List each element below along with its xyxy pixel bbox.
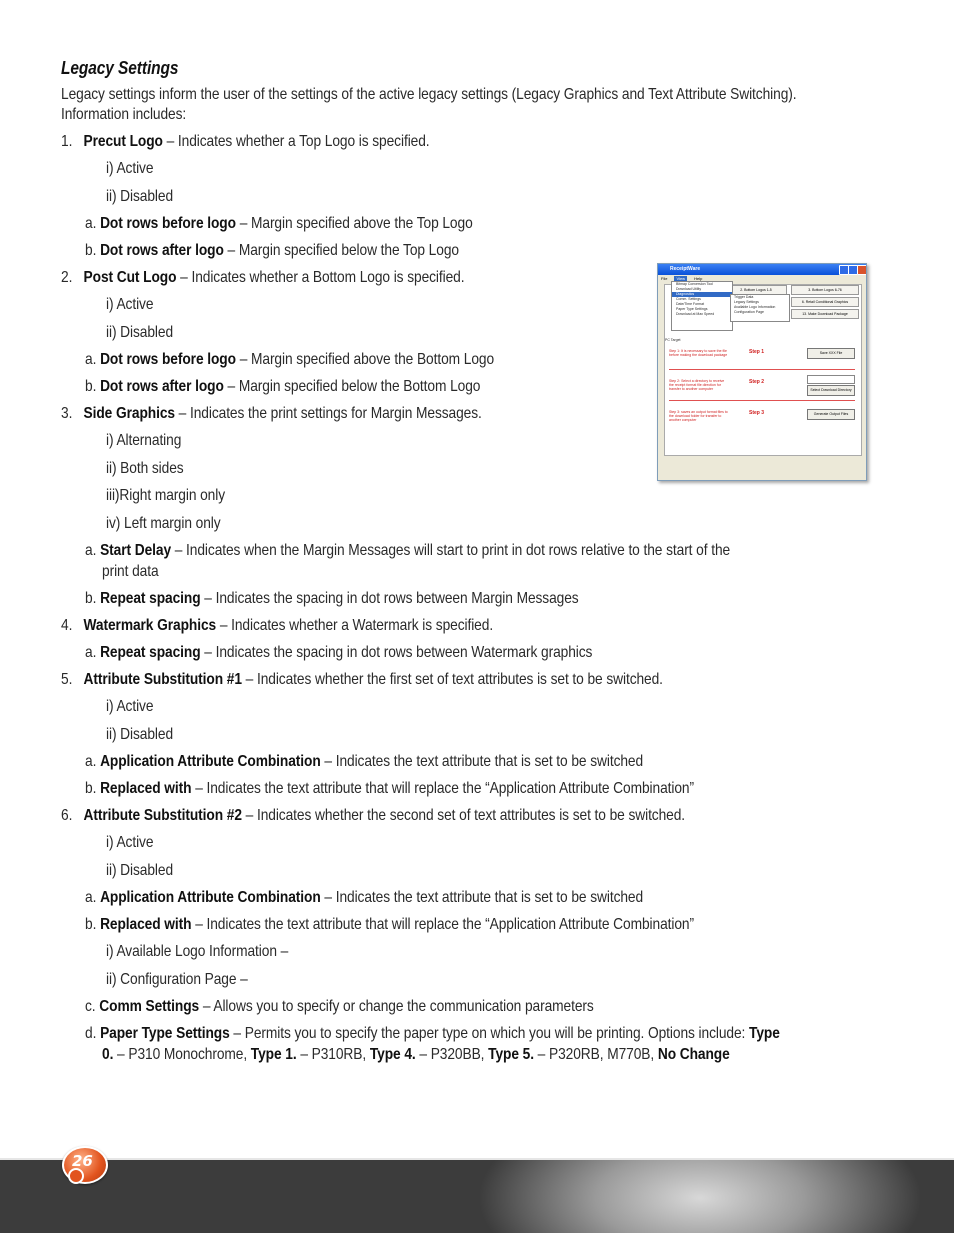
sub-item-repeat-spacing: a. Repeat spacing – Indicates the spacing in dot rows between Watermark graphics (85, 644, 593, 661)
step-3-text: Step 3: saves an output format files to the download folder for transfer to another computer (669, 410, 728, 422)
intro-text: Legacy settings inform the user of the settings of the active legacy settings (Legacy Graphics and Text Attribute Switching). (61, 86, 797, 103)
sub-item-dot-rows-after: b. Dot rows after logo – Margin specified below the Top Logo (85, 242, 459, 259)
close-icon (857, 265, 867, 275)
save-file-button: Save XXX File (807, 348, 855, 359)
window-title: ReceiptWare (670, 266, 701, 272)
diagnostics-submenu (730, 294, 790, 322)
option-active: i) Active (106, 698, 154, 715)
list-item-watermark: 4. Watermark Graphics – Indicates whether a Watermark is specified. (61, 617, 494, 634)
page-number: 26 (72, 1152, 93, 1170)
app-screenshot (657, 263, 867, 481)
sub-item-app-attr: a. Application Attribute Combination – Indicates the text attribute that is set to be switched (85, 889, 644, 906)
divider (669, 369, 855, 370)
option-active: i) Active (106, 160, 154, 177)
step-2-label: Step 2 (749, 379, 765, 385)
window-titlebar (658, 264, 866, 275)
option-config-page: ii) Configuration Page – (106, 971, 248, 988)
option-right-margin: iii)Right margin only (106, 487, 226, 504)
tab-bottom-logos-6: 3. Bottom Logos 6-76 (791, 285, 859, 295)
step-2-text: Step 2: Select a directory to receive the receipt format file direction for transfer to another computer (669, 379, 725, 391)
tab-bottom-logos-1: 2. Bottom Logos 1-5 (725, 285, 787, 295)
option-left-margin: iv) Left margin only (106, 515, 221, 532)
menu-help: Help (694, 276, 703, 281)
menu-item: Bitmap Conversion Tool (676, 282, 713, 286)
badge-dot-icon (68, 1168, 84, 1184)
sub-item-replaced-with: b. Replaced with – Indicates the text attribute that will replace the “Application Attribute Combination” (85, 780, 694, 797)
menu-item: Download Utility (676, 287, 702, 291)
section-heading: Legacy Settings (61, 58, 179, 78)
sub-item-replaced-with: b. Replaced with – Indicates the text attribute that will replace the “Application Attribute Combination” (85, 916, 694, 933)
option-disabled: ii) Disabled (106, 324, 174, 341)
list-item-attr-sub-1: 5. Attribute Substitution #1 – Indicates whether the first set of text attributes is set to be switched. (61, 671, 663, 688)
tab-make-package: 13. Make Download Package (791, 309, 859, 319)
option-disabled: ii) Disabled (106, 188, 174, 205)
directory-field (807, 375, 855, 384)
step-1-label: Step 1 (749, 349, 765, 355)
submenu-item: Available Logo Information (734, 305, 776, 309)
tab-retail-graphics: 6. Retail Conditional Graphics (791, 297, 859, 307)
submenu-item: Legacy Settings (734, 300, 759, 304)
sub-item-dot-rows-after: b. Dot rows after logo – Margin specified below the Bottom Logo (85, 378, 481, 395)
pc-target-label: PC Target (665, 338, 681, 342)
sub-item-paper-type-cont: 0. – P310 Monochrome, Type 1. – P310RB, Type 4. – P320BB, Type 5. – P320RB, M770B, No Change (102, 1046, 730, 1063)
list-item-precut-logo: 1. Precut Logo – Indicates whether a Top Logo is specified. (61, 133, 430, 150)
list-item-attr-sub-2: 6. Attribute Substitution #2 – Indicates whether the second set of text attributes is set to be switched. (61, 807, 686, 824)
sub-item-start-delay-cont: print data (102, 563, 159, 580)
page-footer (0, 1158, 954, 1233)
option-disabled: ii) Disabled (106, 862, 174, 879)
menu-view: View (676, 276, 686, 281)
sub-item-comm-settings: c. Comm Settings – Allows you to specify or change the communication parameters (85, 998, 594, 1015)
sub-item-paper-type: d. Paper Type Settings – Permits you to specify the paper type on which you will be printing. Options include: Type (85, 1025, 780, 1042)
menu-item-diagnostics: Diagnostics (672, 292, 732, 297)
list-item-post-cut-logo: 2. Post Cut Logo – Indicates whether a Bottom Logo is specified. (61, 269, 465, 286)
select-directory-button: Select Download Directory (807, 385, 855, 396)
generate-files-button: Generate Output Files (807, 409, 855, 420)
submenu-item: Configuration Page (734, 310, 764, 314)
sub-item-dot-rows-before: a. Dot rows before logo – Margin specified above the Top Logo (85, 215, 473, 232)
menu-file: File (661, 276, 668, 281)
menu-item: Download at Max Speed (676, 312, 715, 316)
list-item-side-graphics: 3. Side Graphics – Indicates the print settings for Margin Messages. (61, 405, 482, 422)
intro-text-2: Information includes: (61, 106, 187, 123)
menu-item: Date/Time Format (676, 302, 705, 306)
option-available-logo: i) Available Logo Information – (106, 943, 289, 960)
option-active: i) Active (106, 296, 154, 313)
sub-item-start-delay: a. Start Delay – Indicates when the Margin Messages will start to print in dot rows relative to the start of the (85, 542, 731, 559)
option-both-sides: ii) Both sides (106, 460, 184, 477)
view-dropdown-menu (671, 281, 733, 331)
sub-item-app-attr: a. Application Attribute Combination – Indicates the text attribute that is set to be switched (85, 753, 644, 770)
option-active: i) Active (106, 834, 154, 851)
menu-item: Paper Type Settings (676, 307, 708, 311)
submenu-item: Trigger Data (734, 295, 754, 299)
sub-item-dot-rows-before: a. Dot rows before logo – Margin specified above the Bottom Logo (85, 351, 495, 368)
option-disabled: ii) Disabled (106, 726, 174, 743)
step-1-text: Step 1: It is necessary to save the file before making the download package (669, 349, 728, 357)
menu-item: Comm. Settings (676, 297, 701, 301)
footer-rule (0, 1158, 954, 1160)
option-alternating: i) Alternating (106, 432, 182, 449)
divider (669, 400, 855, 401)
sub-item-repeat-spacing: b. Repeat spacing – Indicates the spacing in dot rows between Margin Messages (85, 590, 579, 607)
step-3-label: Step 3 (749, 410, 765, 416)
